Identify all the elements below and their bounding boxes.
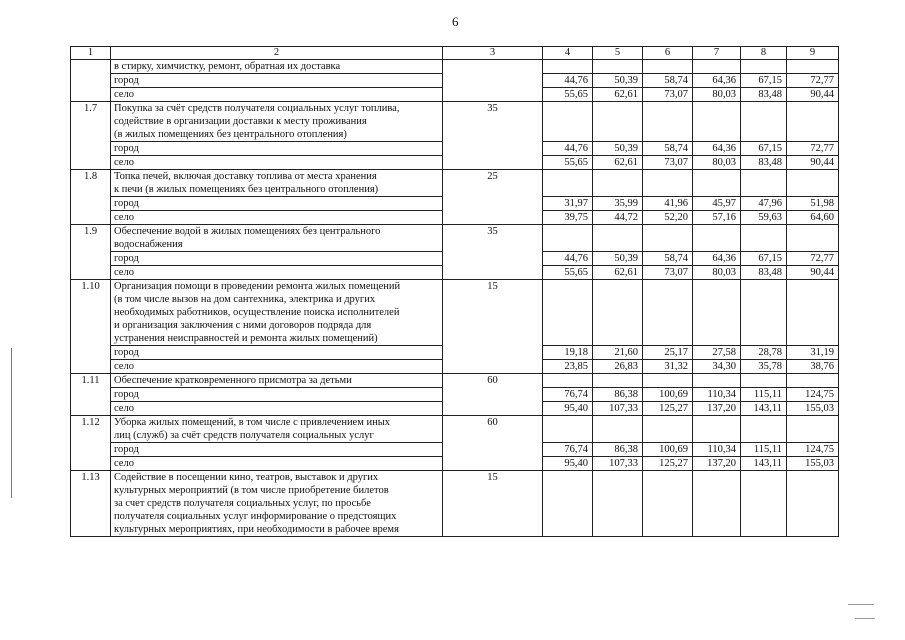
gorod-price: 58,74 (643, 141, 692, 155)
selo-price: 55,65 (543, 155, 592, 169)
selo-price: 107,33 (593, 401, 642, 415)
selo-price: 90,44 (787, 155, 838, 169)
selo-label: село (111, 87, 442, 101)
description-line: получателя социальных услуг информирование о предстоящих (114, 511, 397, 522)
selo-price: 55,65 (543, 265, 592, 279)
selo-price: 80,03 (693, 265, 740, 279)
gorod-price: 19,18 (543, 345, 592, 359)
norm-value: 15 (443, 280, 543, 374)
header-cell: 9 (787, 47, 839, 60)
header-cell: 2 (111, 47, 443, 60)
selo-price: 80,03 (693, 87, 740, 101)
service-description (111, 280, 443, 374)
price-cell (693, 102, 741, 170)
selo-price: 137,20 (693, 401, 740, 415)
price-cell (593, 280, 643, 374)
service-description (111, 374, 443, 416)
gorod-price: 72,77 (787, 141, 838, 155)
margin-line (11, 348, 12, 498)
header-cell: 7 (693, 47, 741, 60)
selo-label: село (111, 401, 442, 415)
price-cell (543, 170, 593, 225)
price-cell (741, 60, 787, 102)
description-line: и организация заключения с ними договоров подряда для (114, 320, 372, 331)
selo-price: 83,48 (741, 155, 786, 169)
gorod-price: 72,77 (787, 251, 838, 265)
description-line: необходимых работников, осуществление поиска исполнителей (114, 307, 400, 318)
table-header-row (71, 47, 839, 60)
price-cell (543, 471, 593, 537)
selo-price: 83,48 (741, 87, 786, 101)
gorod-price: 76,74 (543, 442, 592, 456)
price-cell (643, 280, 693, 374)
gorod-price: 51,98 (787, 196, 838, 210)
price-cell (787, 280, 839, 374)
item-number: 1.13 (71, 471, 111, 537)
price-cell (693, 225, 741, 280)
price-cell (643, 102, 693, 170)
selo-price: 39,75 (543, 210, 592, 224)
header-cell: 5 (593, 47, 643, 60)
price-cell (643, 471, 693, 537)
gorod-price: 31,19 (787, 345, 838, 359)
selo-price: 57,16 (693, 210, 740, 224)
gorod-price: 21,60 (593, 345, 642, 359)
corner-mark-2 (855, 618, 875, 619)
norm-value: 15 (443, 471, 543, 537)
price-cell (643, 60, 693, 102)
price-cell (693, 170, 741, 225)
price-cell (787, 102, 839, 170)
gorod-price: 72,77 (787, 73, 838, 87)
item-number: 1.11 (71, 374, 111, 416)
selo-price: 107,33 (593, 456, 642, 470)
price-cell (693, 416, 741, 471)
header-cell: 3 (443, 47, 543, 60)
price-cell (741, 170, 787, 225)
selo-price: 31,32 (643, 359, 692, 373)
gorod-price: 124,75 (787, 442, 838, 456)
description-line: водоснабжения (114, 239, 183, 250)
norm-value: 35 (443, 102, 543, 170)
norm-value: 60 (443, 374, 543, 416)
gorod-price: 86,38 (593, 387, 642, 401)
gorod-label: город (111, 141, 442, 155)
price-cell (693, 280, 741, 374)
description-line: культурных мероприятий (в том числе приобретение билетов (114, 485, 389, 496)
price-cell (643, 170, 693, 225)
header-cell: 4 (543, 47, 593, 60)
description-line: лиц (служб) за счёт средств получателя социальных услуг (114, 430, 374, 441)
selo-price: 80,03 (693, 155, 740, 169)
gorod-price: 25,17 (643, 345, 692, 359)
description-line: Обеспечение кратковременного присмотра за детьми (114, 375, 352, 386)
gorod-price: 124,75 (787, 387, 838, 401)
gorod-price: 58,74 (643, 73, 692, 87)
service-description (111, 102, 443, 170)
gorod-label: город (111, 73, 442, 87)
price-cell (787, 225, 839, 280)
gorod-price: 31,97 (543, 196, 592, 210)
description-line: за счет средств получателя социальных услуг, по просьбе (114, 498, 371, 509)
selo-price: 35,78 (741, 359, 786, 373)
table-row (71, 374, 839, 416)
price-cell (593, 102, 643, 170)
price-cell (643, 225, 693, 280)
price-cell (593, 471, 643, 537)
gorod-price: 50,39 (593, 141, 642, 155)
gorod-price: 27,58 (693, 345, 740, 359)
gorod-price: 64,36 (693, 141, 740, 155)
description-line: содействие в организации доставки к месту проживания (114, 116, 367, 127)
item-number: 1.8 (71, 170, 111, 225)
price-cell (741, 280, 787, 374)
gorod-price: 64,36 (693, 251, 740, 265)
price-cell (543, 374, 593, 416)
selo-price: 155,03 (787, 456, 838, 470)
service-description (111, 60, 443, 102)
gorod-price: 110,34 (693, 387, 740, 401)
gorod-price: 50,39 (593, 251, 642, 265)
gorod-price: 35,99 (593, 196, 642, 210)
service-description (111, 225, 443, 280)
selo-price: 125,27 (643, 456, 692, 470)
gorod-price: 50,39 (593, 73, 642, 87)
price-cell (693, 471, 741, 537)
selo-price: 34,30 (693, 359, 740, 373)
selo-label: село (111, 210, 442, 224)
price-cell (543, 225, 593, 280)
selo-price: 44,72 (593, 210, 642, 224)
selo-price: 62,61 (593, 87, 642, 101)
selo-price: 59,63 (741, 210, 786, 224)
table-row (71, 60, 839, 102)
price-cell (593, 225, 643, 280)
price-cell (593, 60, 643, 102)
price-cell (543, 102, 593, 170)
gorod-price: 115,11 (741, 387, 786, 401)
selo-price: 137,20 (693, 456, 740, 470)
description-line: (в том числе вызов на дом сантехника, электрика и других (114, 294, 376, 305)
table-row (71, 102, 839, 170)
gorod-label: город (111, 251, 442, 265)
selo-price: 90,44 (787, 265, 838, 279)
selo-price: 26,83 (593, 359, 642, 373)
price-cell (787, 374, 839, 416)
price-cell (643, 374, 693, 416)
gorod-price: 100,69 (643, 387, 692, 401)
gorod-label: город (111, 387, 442, 401)
price-cell (643, 416, 693, 471)
gorod-price: 47,96 (741, 196, 786, 210)
header-cell: 6 (643, 47, 693, 60)
description-line: Покупка за счёт средств получателя социальных услуг топлива, (114, 103, 400, 114)
selo-price: 52,20 (643, 210, 692, 224)
selo-price: 143,11 (741, 456, 786, 470)
norm-value: 25 (443, 170, 543, 225)
price-cell (543, 60, 593, 102)
price-cell (693, 60, 741, 102)
selo-label: село (111, 456, 442, 470)
gorod-label: город (111, 442, 442, 456)
table-row (71, 280, 839, 374)
price-cell (787, 60, 839, 102)
description-line: в стирку, химчистку, ремонт, обратная их доставка (114, 61, 341, 72)
description-line: Организация помощи в проведении ремонта жилых помещений (114, 281, 401, 292)
price-cell (787, 416, 839, 471)
price-cell (741, 225, 787, 280)
price-cell (593, 416, 643, 471)
table-row (71, 416, 839, 471)
selo-price: 73,07 (643, 265, 692, 279)
gorod-price: 76,74 (543, 387, 592, 401)
description-line: культурных мероприятиях, при необходимости в рабочее время (114, 524, 399, 535)
tariff-table (70, 46, 839, 537)
selo-price: 95,40 (543, 401, 592, 415)
description-line: устранения неисправностей и ремонта жилых помещений) (114, 333, 378, 344)
description-line: Обеспечение водой в жилых помещениях без центрального (114, 226, 381, 237)
selo-price: 83,48 (741, 265, 786, 279)
header-cell: 8 (741, 47, 787, 60)
item-number: 1.9 (71, 225, 111, 280)
selo-label: село (111, 155, 442, 169)
gorod-price: 44,76 (543, 251, 592, 265)
gorod-price: 44,76 (543, 73, 592, 87)
item-number: 1.12 (71, 416, 111, 471)
gorod-label: город (111, 196, 442, 210)
item-number: 1.10 (71, 280, 111, 374)
selo-label: село (111, 359, 442, 373)
price-cell (741, 416, 787, 471)
selo-price: 23,85 (543, 359, 592, 373)
selo-price: 125,27 (643, 401, 692, 415)
price-cell (693, 374, 741, 416)
header-cell: 1 (71, 47, 111, 60)
table-row (71, 225, 839, 280)
gorod-label: город (111, 345, 442, 359)
description-line: Топка печей, включая доставку топлива от места хранения (114, 171, 377, 182)
norm-value: 60 (443, 416, 543, 471)
norm-value (443, 60, 543, 102)
description-line: Содействие в посещении кино, театров, выставок и других (114, 472, 379, 483)
selo-price: 73,07 (643, 87, 692, 101)
selo-price: 73,07 (643, 155, 692, 169)
selo-price: 62,61 (593, 265, 642, 279)
gorod-price: 115,11 (741, 442, 786, 456)
description-line: (в жилых помещениях без центрального отопления) (114, 129, 347, 140)
item-number: 1.7 (71, 102, 111, 170)
selo-price: 64,60 (787, 210, 838, 224)
description-line: Уборка жилых помещений, в том числе с привлечением иных (114, 417, 391, 428)
selo-price: 62,61 (593, 155, 642, 169)
price-cell (593, 170, 643, 225)
item-number (71, 60, 111, 102)
table-row (71, 471, 839, 537)
table-row (71, 170, 839, 225)
selo-price: 143,11 (741, 401, 786, 415)
selo-price: 38,76 (787, 359, 838, 373)
price-cell (787, 170, 839, 225)
description-line: к печи (в жилых помещениях без центрального отопления) (114, 184, 379, 195)
gorod-price: 86,38 (593, 442, 642, 456)
price-cell (741, 471, 787, 537)
service-description (111, 471, 443, 537)
selo-price: 90,44 (787, 87, 838, 101)
gorod-price: 67,15 (741, 141, 786, 155)
price-cell (543, 280, 593, 374)
price-cell (593, 374, 643, 416)
norm-value: 35 (443, 225, 543, 280)
price-cell (787, 471, 839, 537)
page-number: 6 (452, 14, 459, 29)
selo-label: село (111, 265, 442, 279)
gorod-price: 45,97 (693, 196, 740, 210)
gorod-price: 64,36 (693, 73, 740, 87)
gorod-price: 28,78 (741, 345, 786, 359)
gorod-price: 44,76 (543, 141, 592, 155)
price-cell (741, 102, 787, 170)
price-cell (741, 374, 787, 416)
gorod-price: 110,34 (693, 442, 740, 456)
service-description (111, 170, 443, 225)
selo-price: 55,65 (543, 87, 592, 101)
price-cell (543, 416, 593, 471)
corner-mark (848, 604, 874, 605)
gorod-price: 100,69 (643, 442, 692, 456)
gorod-price: 67,15 (741, 251, 786, 265)
gorod-price: 67,15 (741, 73, 786, 87)
service-description (111, 416, 443, 471)
gorod-price: 58,74 (643, 251, 692, 265)
gorod-price: 41,96 (643, 196, 692, 210)
selo-price: 155,03 (787, 401, 838, 415)
selo-price: 95,40 (543, 456, 592, 470)
